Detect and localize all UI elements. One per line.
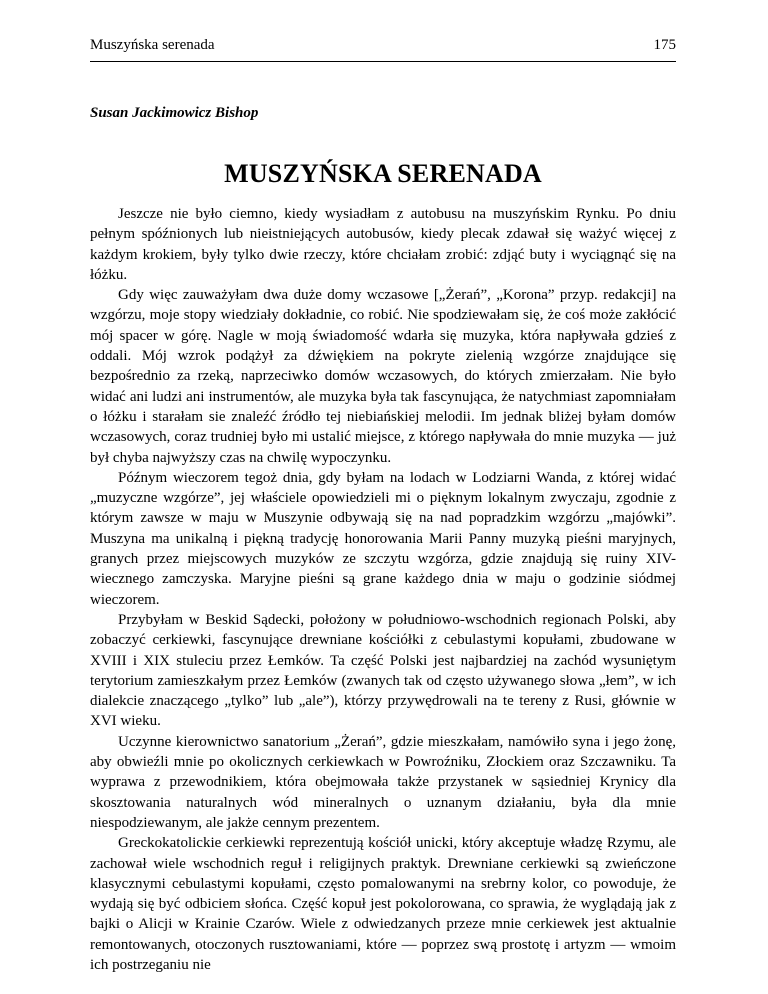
- page-number: 175: [653, 37, 676, 53]
- paragraph: Gdy więc zauważyłam dwa duże domy wczasowe [„Żerań”, „Korona” przyp. redakcji] na wzgórzu, moje stopy wiedziały dokładnie, co robić. Nie spodziewałam się, że coś może zakłócić mój spacer w górę. Nagle w moją świadomość wdarła się muzyka, która napływała gdzieś z oddali. Mój wzrok podążył za dźwiękiem na pokryte zielenią wzgórze znajdujące się bezpośrednio za rzeką, naprzeciwko domów wczasowych, do których zmierzałam. Nie było widać ani ludzi ani instrumentów, ale muzyka była tak fascynująca, że natychmiast zapomniałam o łóżku i starałam sie znaleźć źródło tej niebiańskiej melodii. Im jednak bliżej byłam domów wczasowych, coraz trudniej było mi ustalić miejsce, z którego napływała do mnie muzyka — już był chyba najwyższy czas na chwilę wypoczynku.: [90, 287, 676, 466]
- article-body: [90, 204, 676, 975]
- author-name: Susan Jackimowicz Bishop: [90, 105, 259, 121]
- running-title: Muszyńska serenada: [90, 37, 215, 53]
- article-title: MUSZYŃSKA SERENADA: [224, 159, 542, 188]
- document-page: [90, 34, 676, 975]
- paragraph: Jeszcze nie było ciemno, kiedy wysiadłam z autobusu na muszyńskim Rynku. Po dniu pełnym spóźnionych lub nieistniejących autobusów, kiedy plecak zdawał się ważyć więcej z każdym krokiem, były tylko dwie rzeczy, które chciałam zrobić: zdjąć buty i wyciągnąć się na łóżku.: [90, 206, 676, 283]
- paragraph: Greckokatolickie cerkiewki reprezentują kościół unicki, który akceptuje władzę Rzymu, ale zachował wiele wschodnich reguł i religijnych praktyk. Drewniane cerkiewki są zwieńczone klasycznymi cebulastymi kopułami, często pomalowanymi na srebrny kolor, co powoduje, że wydają się być odbiciem słońca. Część kopuł jest pokolorowana, co sprawia, że wyglądają jak z bajki o Alicji w Krainie Czarów. Wiele z odwiedzanych przeze mnie cerkiewek jest aktualnie remontowanych, otoczonych rusztowaniami, które — poprzez swą prostotę i artyzm — wmoim ich postrzeganiu nie: [90, 835, 676, 973]
- paragraph: Późnym wieczorem tegoż dnia, gdy byłam na lodach w Lodziarni Wanda, z której widać „muzyczne wzgórze”, jej właściele opowiedzieli mi o pięknym lokalnym zwyczaju, zgodnie z którym zawsze w maju w Muszynie odbywają się na nad popradzkim wzgórzu „majówki”. Muszyna ma unikalną i piękną tradycję honorowania Marii Panny muzyką pieśni maryjnych, granych przez miejscowych muzyków ze szczytu wzgórza, gdzie znajdują się ruiny XIV-wiecznego zamczyska. Maryjne pieśni są grane każdego dnia w maju o godzinie siódmej wieczorem.: [90, 469, 676, 608]
- paragraph: Przybyłam w Beskid Sądecki, położony w południowo-wschodnich regionach Polski, aby zobaczyć cerkiewki, fascynujące drewniane kościółki z cebulastymi kopułami, zbudowane w XVIII i XIX stuleciu przez Łemków. Ta część Polski jest najbardziej na zachód wysuniętym terytorium zamieszkałym przez Łemków (zwanych tak od często używanego słowa „łem”, w ich dialekcie znaczącego „tylko” lub „ale”), którzy przywędrowali na te tereny z Rusi, głównie w XVI wieku.: [90, 611, 676, 730]
- paragraph: Uczynne kierownictwo sanatorium „Żerań”, gdzie mieszkałam, namówiło syna i jego żonę, aby obwieźli mnie po okolicznych cerkiewkach w Powroźniku, Złockiem oraz Szczawniku. Ta wyprawa z przewodnikiem, która obejmowała także przystanek w sąsiedniej Krynicy dla skosztowania naturalnych wód mineralnych o uznanym działaniu, była dla mnie niespodziewanym, ale jakże cennym prezentem.: [90, 733, 676, 831]
- running-header: [90, 34, 676, 62]
